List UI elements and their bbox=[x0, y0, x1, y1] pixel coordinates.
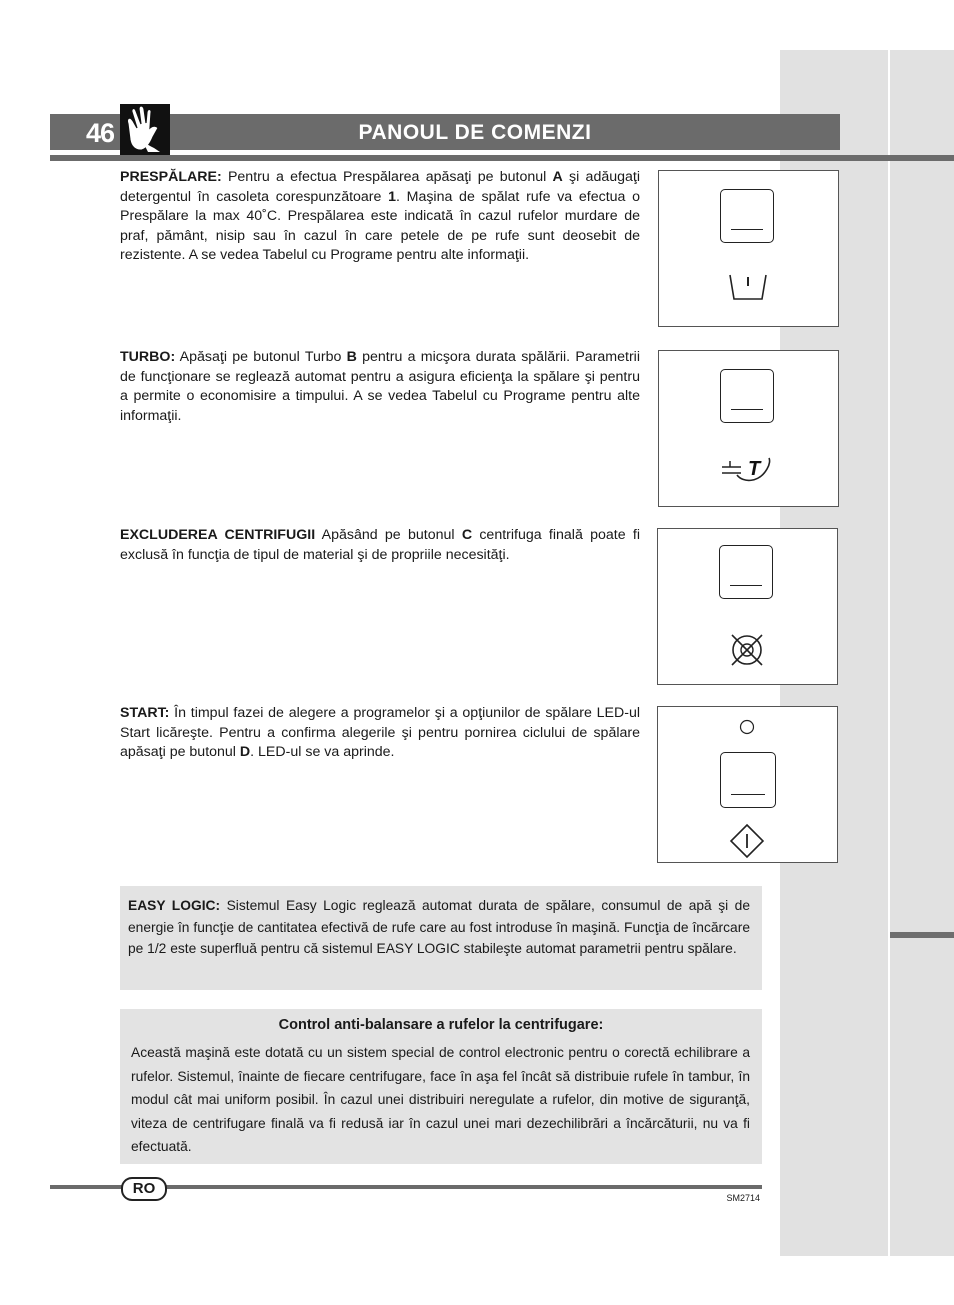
prewash-paragraph bbox=[120, 168, 640, 266]
turbo-key-b: B bbox=[346, 349, 357, 365]
side-tab-marker bbox=[890, 932, 954, 938]
prewash-icon bbox=[719, 269, 777, 309]
turbo-button-panel bbox=[658, 350, 839, 507]
prewash-text-3: . Maşina de spălat rufe va efectua o Prespălare la max 40˚C. Prespălarea este indicată în cazul rufelor murdare de praf, pământ, nisip sau în cazul în care petele de pe rufe sunt deosebit de rezistente. A se vedea Tabelul cu Programe pentru alte informaţii. bbox=[120, 188, 640, 263]
start-button-panel bbox=[657, 706, 838, 863]
turbo-text-2: pentru a micşora durata spălării. Parametrii de funcţionare se reglează automat pentru a asigura eficienţa la spălare şi pentru a permite o economisire a timpului. A se vedea Tabelul cu Programe pentru alte informaţii. bbox=[120, 349, 640, 424]
prewash-key-1: 1 bbox=[388, 188, 396, 205]
easy-logic-paragraph bbox=[128, 895, 750, 960]
turbo-button[interactable] bbox=[720, 369, 774, 423]
no-spin-key-c: C bbox=[461, 527, 473, 543]
start-button[interactable] bbox=[720, 752, 776, 808]
no-spin-button-panel bbox=[657, 528, 838, 685]
start-key-d: D bbox=[239, 744, 251, 760]
no-spin-icon bbox=[718, 629, 776, 669]
prewash-key-a: A bbox=[552, 169, 563, 185]
prewash-label: PRESPĂLARE: bbox=[120, 169, 222, 185]
no-spin-text-1: Apăsând pe butonul bbox=[315, 527, 462, 543]
start-led-icon bbox=[739, 719, 755, 735]
start-icon bbox=[718, 821, 776, 861]
anti-balance-box bbox=[120, 1009, 762, 1164]
easy-logic-label: EASY LOGIC: bbox=[128, 898, 221, 913]
svg-text:T: T bbox=[748, 458, 761, 480]
turbo-text-1: Apăsaţi pe butonul Turbo bbox=[175, 349, 347, 365]
easy-logic-text: Sistemul Easy Logic reglează automat durata de spălare, consumul de apă şi de energie în funcţie de cantitatea efectivă de rufe care au fost introduse în maşină. Funcţia de încărcare pe 1/2 este superfluă pentru că sistemul EASY LOGIC stabileşte automat parametrii pentru spălare. bbox=[128, 898, 750, 956]
prewash-text-1: Pentru a efectua Prespălarea apăsaţi pe butonul bbox=[221, 169, 553, 185]
no-spin-button[interactable] bbox=[719, 545, 773, 599]
start-label: START: bbox=[120, 705, 170, 721]
header-rule bbox=[50, 155, 954, 161]
page-title: PANOUL DE COMENZI bbox=[358, 121, 592, 144]
hand-icon bbox=[120, 104, 170, 156]
easy-logic-box bbox=[120, 886, 762, 990]
side-strip-divider bbox=[888, 50, 890, 1256]
prewash-button[interactable] bbox=[720, 189, 774, 243]
no-spin-label: EXCLUDEREA CENTRIFUGII bbox=[120, 527, 316, 543]
turbo-label: TURBO: bbox=[120, 349, 176, 365]
language-badge: RO bbox=[121, 1177, 167, 1201]
turbo-paragraph bbox=[120, 348, 640, 426]
no-spin-text-2: centrifuga finală poate fi exclusă în funcţia de tipul de material şi de propriile necesităţi. bbox=[120, 527, 640, 563]
no-spin-paragraph bbox=[120, 526, 640, 565]
start-text-1: În timpul fazei de alegere a programelor şi a opţiunilor de spălare LED-ul Start licăreşte. Pentru a confirma alegerile şi pentru pornirea ciclului de spălare apăsaţi pe butonul bbox=[120, 705, 640, 760]
start-paragraph bbox=[120, 704, 640, 763]
prewash-text-2: şi adăugaţi detergentul în casoleta corespunzătoare bbox=[120, 169, 640, 205]
anti-balance-title: Control anti-balansare a rufelor la centrifugare: bbox=[278, 1017, 604, 1033]
document-code: SM2714 bbox=[726, 1193, 760, 1203]
page-number: 46 bbox=[86, 118, 115, 148]
turbo-icon bbox=[719, 449, 777, 489]
start-text-2: . LED-ul se va aprinde. bbox=[250, 744, 395, 760]
anti-balance-text: Această maşină este dotată cu un sistem special de control electronic pentru o corectă echilibrare a rufelor. Sistemul, înainte de fiecare centrifugare, face în aşa fel încât să distribuie rufele în tambur, în modul cât mai uniform posibil. În cazul unei distribuiri neregulate a rufelor, din motive de siguranţă, viteza de centrifugare finală va fi redusă iar în cazul unei mari dezechilibrări a încărcăturii, nu va fi efectuată. bbox=[131, 1045, 750, 1154]
prewash-button-panel bbox=[658, 170, 839, 327]
